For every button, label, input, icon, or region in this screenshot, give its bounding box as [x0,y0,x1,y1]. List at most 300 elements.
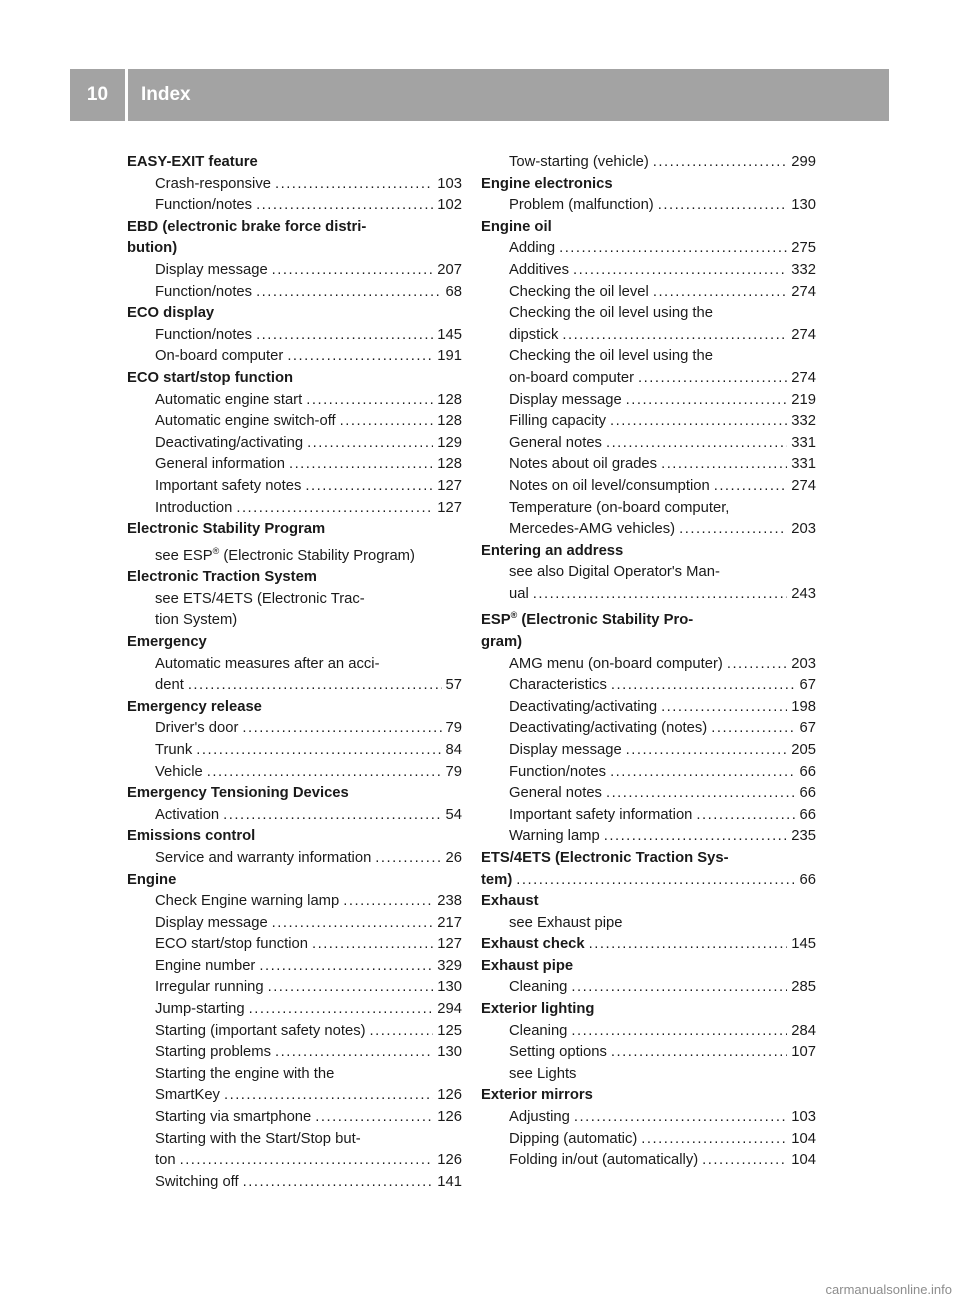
entry-text: Electronic Stability Program [127,521,326,538]
index-entry [127,498,462,520]
page-ref: 243 [791,585,816,602]
page-ref: 68 [445,283,462,300]
entry-text: EASY-EXIT feature [127,154,258,170]
index-entry [127,1064,462,1086]
entry-text: Cleaning [509,979,568,996]
page-ref: 332 [791,413,816,430]
index-entry [481,411,816,433]
index-entry [481,325,816,347]
index-column-left [127,152,462,1193]
index-entry [127,476,462,498]
page-ref: 217 [437,914,462,931]
index-heading [481,956,816,978]
entry-text: dent [155,677,184,694]
entry-text: Checking the oil level using the [509,305,713,322]
page-ref: 66 [799,871,816,888]
page-ref: 103 [437,175,462,192]
entry-text: Function/notes [155,197,253,214]
entry-text: On-board computer [155,348,284,365]
page-ref: 54 [445,806,462,823]
leader-dots [223,805,441,827]
entry-text: Emissions control [127,828,256,845]
index-entry [127,390,462,412]
leader-dots [242,718,441,740]
leader-dots [249,999,434,1021]
entry-text: Starting via smartphone [155,1109,312,1126]
index-heading [127,870,462,892]
index-heading [481,632,816,654]
index-entry [127,934,462,956]
leader-dots [370,1021,434,1043]
page-ref: 66 [799,806,816,823]
page-ref: 128 [437,413,462,430]
entry-text: Deactivating/activating (notes) [509,720,708,737]
page-ref: 127 [437,477,462,494]
leader-dots [256,195,433,217]
entry-text: Display message [509,391,622,408]
entry-text: see Exhaust pipe [509,914,623,931]
index-heading [481,999,816,1021]
leader-dots [275,174,433,196]
entry-text: Dipping (automatic) [509,1130,638,1147]
entry-text: Setting options [509,1044,607,1061]
index-entry [481,498,816,520]
index-heading [481,870,816,892]
entry-text: Function/notes [155,283,253,300]
entry-text: see ETS/4ETS (Electronic Trac- [155,590,365,607]
page-ref: 294 [437,1001,462,1018]
leader-dots [562,325,787,347]
leader-dots [259,956,433,978]
entry-text: dipstick [509,326,559,343]
index-entry [481,697,816,719]
index-entry [481,783,816,805]
index-entry [481,675,816,697]
index-entry [127,1021,462,1043]
entry-text: Entering an address [481,542,624,559]
index-entry [127,260,462,282]
entry-text: EBD (electronic brake force distri- [127,218,367,235]
page-ref: 130 [791,197,816,214]
page-title: Index [141,84,191,105]
entry-text: Display message [155,914,268,931]
entry-text: ETS/4ETS (Electronic Traction Sys- [481,849,729,866]
leader-dots [307,433,433,455]
entry-text: SmartKey [155,1087,220,1104]
leader-dots [606,433,787,455]
index-entry [127,541,462,568]
entry-text: Engine oil [481,218,552,235]
page-ref: 275 [791,240,816,257]
index-entry [481,433,816,455]
index-entry [481,195,816,217]
page-ref: 79 [445,720,462,737]
leader-dots [343,891,433,913]
page-ref: 331 [791,456,816,473]
leader-dots [306,390,433,412]
index-entry [481,303,816,325]
index-entry [481,740,816,762]
index-entry [127,411,462,433]
page-ref: 299 [791,154,816,170]
page-ref: 128 [437,456,462,473]
index-heading [481,217,816,239]
entry-text: see ESP® (Electronic Stability Program) [155,545,415,564]
index-entry [127,454,462,476]
leader-dots [626,390,788,412]
entry-text: Automatic measures after an acci- [155,655,380,672]
leader-dots [696,805,795,827]
entry-text: Display message [509,741,622,758]
entry-text: Warning lamp [509,828,600,845]
page-ref: 238 [437,893,462,910]
leader-dots [196,740,441,762]
page-ref: 207 [437,261,462,278]
index-entry [127,805,462,827]
index-entry [127,762,462,784]
entry-text: on-board computer [509,369,635,386]
entry-text: Exterior mirrors [481,1087,593,1104]
page-ref: 191 [437,348,462,365]
leader-dots [638,368,787,390]
leader-dots [305,476,433,498]
entry-text: bution) [127,240,178,257]
index-heading [127,697,462,719]
leader-dots [243,1172,434,1194]
entry-text: Exhaust check [481,936,585,953]
leader-dots [610,762,795,784]
entry-text: Electronic Traction System [127,569,317,586]
entry-text: Additives [509,261,570,278]
page-ref: 104 [791,1130,816,1147]
leader-dots [340,411,434,433]
page-ref: 107 [791,1044,816,1061]
leader-dots [275,1042,433,1064]
index-heading [127,783,462,805]
page-ref: 235 [791,828,816,845]
index-entry [127,1172,462,1194]
entry-text: Function/notes [509,763,607,780]
page-ref: 130 [437,979,462,996]
page-ref: 274 [791,477,816,494]
index-entry [127,433,462,455]
index-entry [481,1107,816,1129]
entry-text: AMG menu (on-board computer) [509,655,723,672]
leader-dots [574,1107,787,1129]
entry-text: Starting the engine with the [155,1065,335,1082]
index-entry [481,282,816,304]
index-heading [127,567,462,589]
index-entry [127,675,462,697]
index-entry [127,325,462,347]
index-heading [127,303,462,325]
leader-dots [207,762,442,784]
index-entry [481,1150,816,1172]
index-entry [127,740,462,762]
index-heading [481,891,816,913]
leader-dots [711,718,795,740]
entry-text: Notes on oil level/consumption [509,477,710,494]
index-entry [481,826,816,848]
leader-dots [702,1150,787,1172]
entry-text: Checking the oil level [509,283,649,300]
entry-text: Trunk [155,741,193,758]
leader-dots [641,1129,787,1151]
entry-text: Automatic engine switch-off [155,413,336,430]
leader-dots [224,1085,433,1107]
page-ref: 102 [437,197,462,214]
index-entry [127,1085,462,1107]
index-heading [481,848,816,870]
entry-text: Cleaning [509,1022,568,1039]
page-ref: 285 [791,979,816,996]
page-ref: 332 [791,261,816,278]
page-ref: 284 [791,1022,816,1039]
entry-text: Engine [127,871,177,888]
entry-text: Crash-responsive [155,175,271,192]
entry-text: Emergency release [127,698,262,715]
leader-dots [727,654,787,676]
page-ref: 126 [437,1087,462,1104]
page-ref: 66 [799,763,816,780]
entry-text: tem) [481,871,513,888]
index-entry [481,260,816,282]
entry-text: Starting problems [155,1044,271,1061]
entry-text: Exhaust pipe [481,957,574,974]
leader-dots [679,519,787,541]
leader-dots [559,238,787,260]
index-heading [481,605,816,632]
leader-dots [661,454,787,476]
leader-dots [610,411,787,433]
leader-dots [236,498,433,520]
index-heading [127,632,462,654]
entry-text: Characteristics [509,677,607,694]
page-ref: 329 [437,957,462,974]
page-number: 10 [86,84,109,105]
index-entry [481,562,816,584]
page-ref: 129 [437,434,462,451]
page-ref: 274 [791,326,816,343]
leader-dots [604,826,788,848]
index-entry [127,654,462,676]
index-heading [127,519,462,541]
index-entry [481,913,816,935]
index-entry [127,891,462,913]
leader-dots [180,1150,434,1172]
index-entry [481,390,816,412]
leader-dots [658,195,788,217]
leader-dots [272,260,434,282]
entry-text: Irregular running [155,979,264,996]
index-heading [127,826,462,848]
header-divider [125,69,128,121]
entry-text: Function/notes [155,326,253,343]
page-ref: 274 [791,283,816,300]
entry-text: ECO start/stop function [127,369,294,386]
index-entry [127,1150,462,1172]
page-ref: 128 [437,391,462,408]
page-ref: 57 [445,677,462,694]
entry-text: Important safety information [509,806,693,823]
index-heading [127,217,462,239]
entry-text: Filling capacity [509,413,607,430]
index-entry [127,977,462,999]
index-entry [481,346,816,368]
page-ref: 130 [437,1044,462,1061]
page-ref: 274 [791,369,816,386]
entry-text: ton [155,1152,176,1169]
entry-text: Service and warranty information [155,849,372,866]
index-entry [481,762,816,784]
page-ref: 219 [791,391,816,408]
page-ref: 141 [437,1173,462,1190]
index-entry [127,1107,462,1129]
index-entry [127,956,462,978]
index-entry [481,1129,816,1151]
entry-text: Deactivating/activating [509,698,658,715]
index-entry [127,174,462,196]
page-ref: 26 [445,849,462,866]
page-ref: 127 [437,936,462,953]
page-ref: 125 [437,1022,462,1039]
index-entry [127,913,462,935]
index-entry [127,999,462,1021]
page-ref: 145 [791,936,816,953]
entry-text: Temperature (on-board computer, [509,499,730,516]
index-heading [481,1085,816,1107]
page-ref: 203 [791,521,816,538]
index-entry [127,1042,462,1064]
entry-text: gram) [481,633,523,650]
index-heading [481,174,816,196]
leader-dots [272,913,434,935]
entry-text: General notes [509,434,602,451]
entry-text: Exhaust [481,893,539,910]
entry-text: Automatic engine start [155,391,303,408]
leader-dots [312,934,433,956]
index-entry [481,476,816,498]
entry-text: Adjusting [509,1109,570,1126]
index-entry [481,519,816,541]
index-entry [481,1021,816,1043]
entry-text: Deactivating/activating [155,434,304,451]
index-entry [481,454,816,476]
entry-text: Introduction [155,499,233,516]
leader-dots [268,977,434,999]
index-entry [481,718,816,740]
index-entry [481,1042,816,1064]
leader-dots [626,740,788,762]
entry-text: Jump-starting [155,1001,245,1018]
entry-text: Checking the oil level using the [509,348,713,365]
leader-dots [188,675,442,697]
index-heading [481,934,816,956]
page-ref: 67 [799,720,816,737]
page-ref: 127 [437,499,462,516]
index-heading [127,152,462,174]
page-ref: 126 [437,1109,462,1126]
entry-text: Engine number [155,957,256,974]
index-entry [127,1129,462,1151]
leader-dots [589,934,788,956]
entry-text: Adding [509,240,556,257]
leader-dots [289,454,433,476]
leader-dots [256,282,441,304]
entry-text: ECO start/stop function [155,936,308,953]
entry-text: Engine electronics [481,175,613,192]
leader-dots [661,697,787,719]
index-entry [481,152,816,174]
entry-text: see also Digital Operator's Man- [509,564,720,581]
leader-dots [611,675,796,697]
entry-text: Tow-starting (vehicle) [509,154,649,170]
entry-text: Check Engine warning lamp [155,893,340,910]
leader-dots [573,260,787,282]
entry-text: Driver's door [155,720,239,737]
page-ref: 205 [791,741,816,758]
index-entry [127,195,462,217]
leader-dots [533,584,788,606]
page-ref: 79 [445,763,462,780]
page-ref: 145 [437,326,462,343]
page-ref: 203 [791,655,816,672]
entry-text: ECO display [127,305,215,322]
page-ref: 331 [791,434,816,451]
index-entry [127,589,462,611]
leader-dots [516,870,795,892]
entry-text: see Lights [509,1065,577,1082]
entry-text: ual [509,585,529,602]
entry-text: Mercedes-AMG vehicles) [509,521,676,538]
index-entry [481,584,816,606]
entry-text: Display message [155,261,268,278]
entry-text: Switching off [155,1173,239,1190]
index-entry [481,805,816,827]
entry-text: Problem (malfunction) [509,197,654,214]
entry-text: Starting with the Start/Stop but- [155,1130,361,1147]
entry-text: General information [155,456,285,473]
leader-dots [571,977,787,999]
entry-text: Folding in/out (automatically) [509,1152,699,1169]
watermark: carmanualsonline.info [825,1282,952,1297]
entry-text: Important safety notes [155,477,302,494]
page-header [70,69,889,121]
index-entry [127,848,462,870]
entry-text: tion System) [155,612,238,629]
index-heading [481,541,816,563]
index-heading [127,368,462,390]
page-ref: 103 [791,1109,816,1126]
index-entry [481,238,816,260]
page-ref: 198 [791,698,816,715]
page-ref: 67 [799,677,816,694]
index-entry [481,1064,816,1086]
leader-dots [606,783,796,805]
entry-text: Activation [155,806,220,823]
index-column-right [481,152,816,1172]
entry-text: General notes [509,785,602,802]
index-entry [127,282,462,304]
entry-text: Emergency Tensioning Devices [127,785,349,802]
index-entry [481,654,816,676]
index-entry [481,368,816,390]
leader-dots [375,848,441,870]
entry-text: Notes about oil grades [509,456,658,473]
leader-dots [611,1042,787,1064]
leader-dots [653,152,788,174]
leader-dots [315,1107,433,1129]
